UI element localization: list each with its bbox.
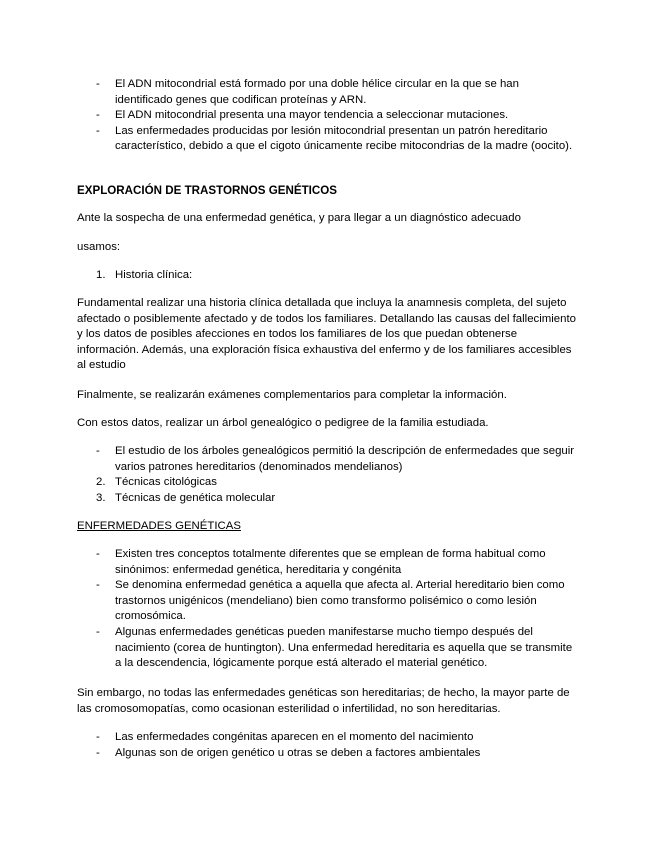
list-item — [96, 77, 576, 108]
section-heading-exploracion: EXPLORACIÓN DE TRASTORNOS GENÉTICOS — [77, 184, 338, 197]
item-text: Técnicas citológicas — [115, 476, 217, 488]
pedigree-list — [96, 444, 576, 475]
list-item-text: Las enfermedades congénitas aparecen en el momento del nacimiento — [115, 731, 474, 743]
list-item-text: Se denomina enfermedad genética a aquella que afecta al. Arterial hereditario bien como trastornos unigénicos (mendeliano) bien como transformo polisémico o como lesión cromosómica. — [115, 579, 565, 623]
paragraph-historia: Fundamental realizar una historia clínica detallada que incluya la anamnesis completa, del sujeto afectado o posiblemente afectado y de todos los familiares. Detallando las causas del fallecimiento y los datos de posibles afecciones en todos los familiares de los que puedan obtenerse información. Además, una exploración física exhaustiva del enfermo y de los familiares accesibles al estudio — [77, 297, 576, 372]
list-item-text: Existen tres conceptos totalmente diferentes que se emplean de forma habitual como sinónimos: enfermedad genética, hereditaria y congénita — [115, 548, 546, 576]
item-number: 2. — [96, 476, 106, 488]
congenital-list — [96, 730, 576, 761]
item-text: Técnicas de genética molecular — [115, 492, 276, 504]
dash-marker: - — [96, 731, 100, 743]
dash-marker: - — [96, 124, 100, 137]
dash-marker: - — [96, 445, 100, 457]
dash-marker: - — [96, 548, 100, 560]
list-item-text: Las enfermedades producidas por lesión mitocondrial presentan un patrón hereditario característico, debido a que el cigoto únicamente recibe mitocondrias de la madre (oocito). — [115, 124, 573, 153]
intro-line-2: usamos: — [77, 241, 121, 253]
list-item — [96, 730, 576, 746]
list-item-text: Algunas enfermedades genéticas pueden manifestarse mucho tiempo después del nacimiento (corea de huntington). Una enfermedad hereditaria es aquella que se transmite a la descendencia, lógicamente porque está alterado el material genético. — [115, 625, 573, 670]
list-item — [96, 124, 576, 155]
item-number: 3. — [96, 492, 106, 504]
mitochondrial-dna-list — [96, 77, 576, 155]
section-heading-enfermedades: ENFERMEDADES GENÉTICAS — [77, 520, 241, 532]
list-item — [96, 108, 576, 124]
list-item — [96, 746, 576, 762]
list-item-text: El ADN mitocondrial presenta una mayor tendencia a seleccionar mutaciones. — [115, 109, 509, 122]
dash-marker: - — [96, 625, 100, 638]
paragraph-arbol: Con estos datos, realizar un árbol genealógico o pedigree de la familia estudiada. — [77, 417, 489, 429]
dash-marker: - — [96, 78, 100, 90]
item-number: 1. — [96, 269, 106, 281]
paragraph-finalmente: Finalmente, se realizarán exámenes complementarios para completar la información. — [77, 389, 507, 401]
list-item — [96, 578, 576, 625]
list-item-text: Algunas son de origen genético u otras se deben a factores ambientales — [115, 746, 481, 759]
paragraph-sin-embargo: Sin embargo, no todas las enfermedades genéticas son hereditarias; de hecho, la mayor parte de las cromosomopatías, como ocasionan esterilidad o infertilidad, no son hereditarias. — [77, 687, 570, 715]
list-item-text: El ADN mitocondrial está formado por una doble hélice circular en la que se han identificado genes que codifican proteínas y ARN. — [115, 78, 519, 106]
item-text: Historia clínica: — [115, 269, 193, 281]
dash-marker: - — [96, 109, 100, 122]
list-item — [96, 625, 576, 672]
list-item — [96, 547, 576, 578]
dash-marker: - — [96, 746, 100, 759]
list-item-text: El estudio de los árboles genealógicos permitió la descripción de enfermedades que seguir varios patrones hereditarios (denominados mendelianos) — [115, 445, 575, 473]
dash-marker: - — [96, 579, 100, 592]
intro-line-1: Ante la sospecha de una enfermedad genética, y para llegar a un diagnóstico adecuado — [77, 212, 521, 224]
list-item — [96, 444, 576, 475]
genetic-diseases-list — [96, 547, 576, 672]
